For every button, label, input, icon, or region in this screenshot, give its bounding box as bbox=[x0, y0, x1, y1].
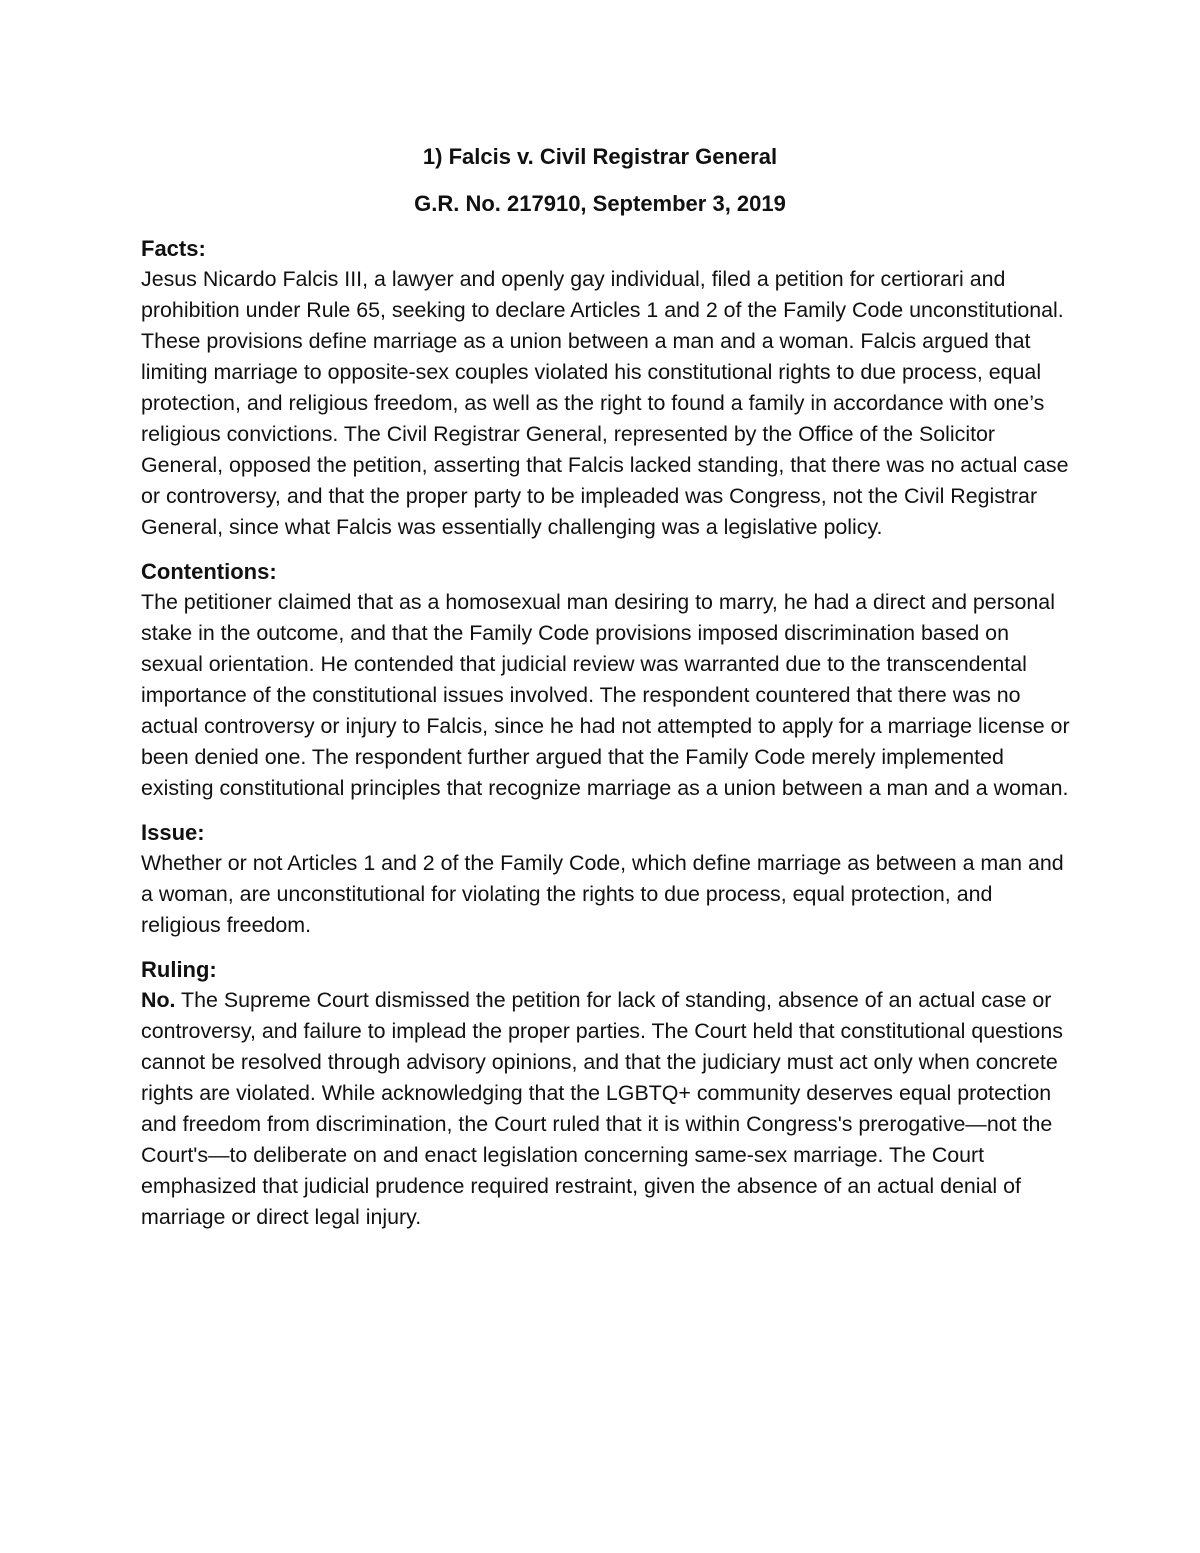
ruling-answer: No. bbox=[141, 988, 176, 1012]
case-title: 1) Falcis v. Civil Registrar General bbox=[422, 144, 778, 169]
contentions-section bbox=[141, 556, 1071, 804]
contentions-text: The petitioner claimed that as a homosexual man desiring to marry, he had a direct and personal stake in the outcome, and that the Family Code provisions imposed discrimination based on sexual orientation. He contended that judicial review was warranted due to the transcendental importance of the constitutional issues involved. The respondent countered that there was no actual controversy or injury to Falcis, since he had not attempted to apply for a marriage license or been denied one. The respondent further argued that the Family Code merely implemented existing constitutional principles that recognize marriage as a union between a man and a woman. bbox=[141, 590, 1070, 800]
ruling-text: The Supreme Court dismissed the petition for lack of standing, absence of an actual case or controversy, and failure to implead the proper parties. The Court held that constitutional questions cannot be resolved through advisory opinions, and that the judiciary must act only when concrete rights are violated. While acknowledging that the LGBTQ+ community deserves equal protection and freedom from discrimination, the Court ruled that it is within Congress's prerogative—not the Court's—to deliberate on and enact legislation concerning same-sex marriage. The Court emphasized that judicial prudence required restraint, given the absence of an actual denial of marriage or direct legal injury. bbox=[141, 988, 1063, 1229]
facts-section bbox=[141, 233, 1071, 543]
facts-heading: Facts: bbox=[141, 236, 206, 261]
ruling-section bbox=[141, 954, 1071, 1233]
contentions-heading: Contentions: bbox=[141, 559, 277, 584]
ruling-paragraph bbox=[141, 985, 1071, 1233]
case-citation: G.R. No. 217910, September 3, 2019 bbox=[414, 191, 786, 216]
issue-text: Whether or not Articles 1 and 2 of the Family Code, which define marriage as between a man and a woman, are unconstitutional for violating the rights to due process, equal protection, and religious freedom. bbox=[141, 851, 1064, 937]
issue-heading: Issue: bbox=[141, 820, 205, 845]
case-digest-body bbox=[141, 233, 1071, 1246]
facts-text: Jesus Nicardo Falcis III, a lawyer and openly gay individual, filed a petition for certiorari and prohibition under Rule 65, seeking to declare Articles 1 and 2 of the Family Code unconstitutional. These provisions define marriage as a union between a man and a woman. Falcis argued that limiting marriage to opposite-sex couples violated his constitutional rights to due process, equal protection, and religious freedom, as well as the right to found a family in accordance with one’s religious convictions. The Civil Registrar General, represented by the Office of the Solicitor General, opposed the petition, asserting that Falcis lacked standing, that there was no actual case or controversy, and that the proper party to be impleaded was Congress, not the Civil Registrar General, since what Falcis was essentially challenging was a legislative policy. bbox=[141, 267, 1069, 539]
ruling-heading: Ruling: bbox=[141, 957, 217, 982]
issue-section bbox=[141, 817, 1071, 941]
